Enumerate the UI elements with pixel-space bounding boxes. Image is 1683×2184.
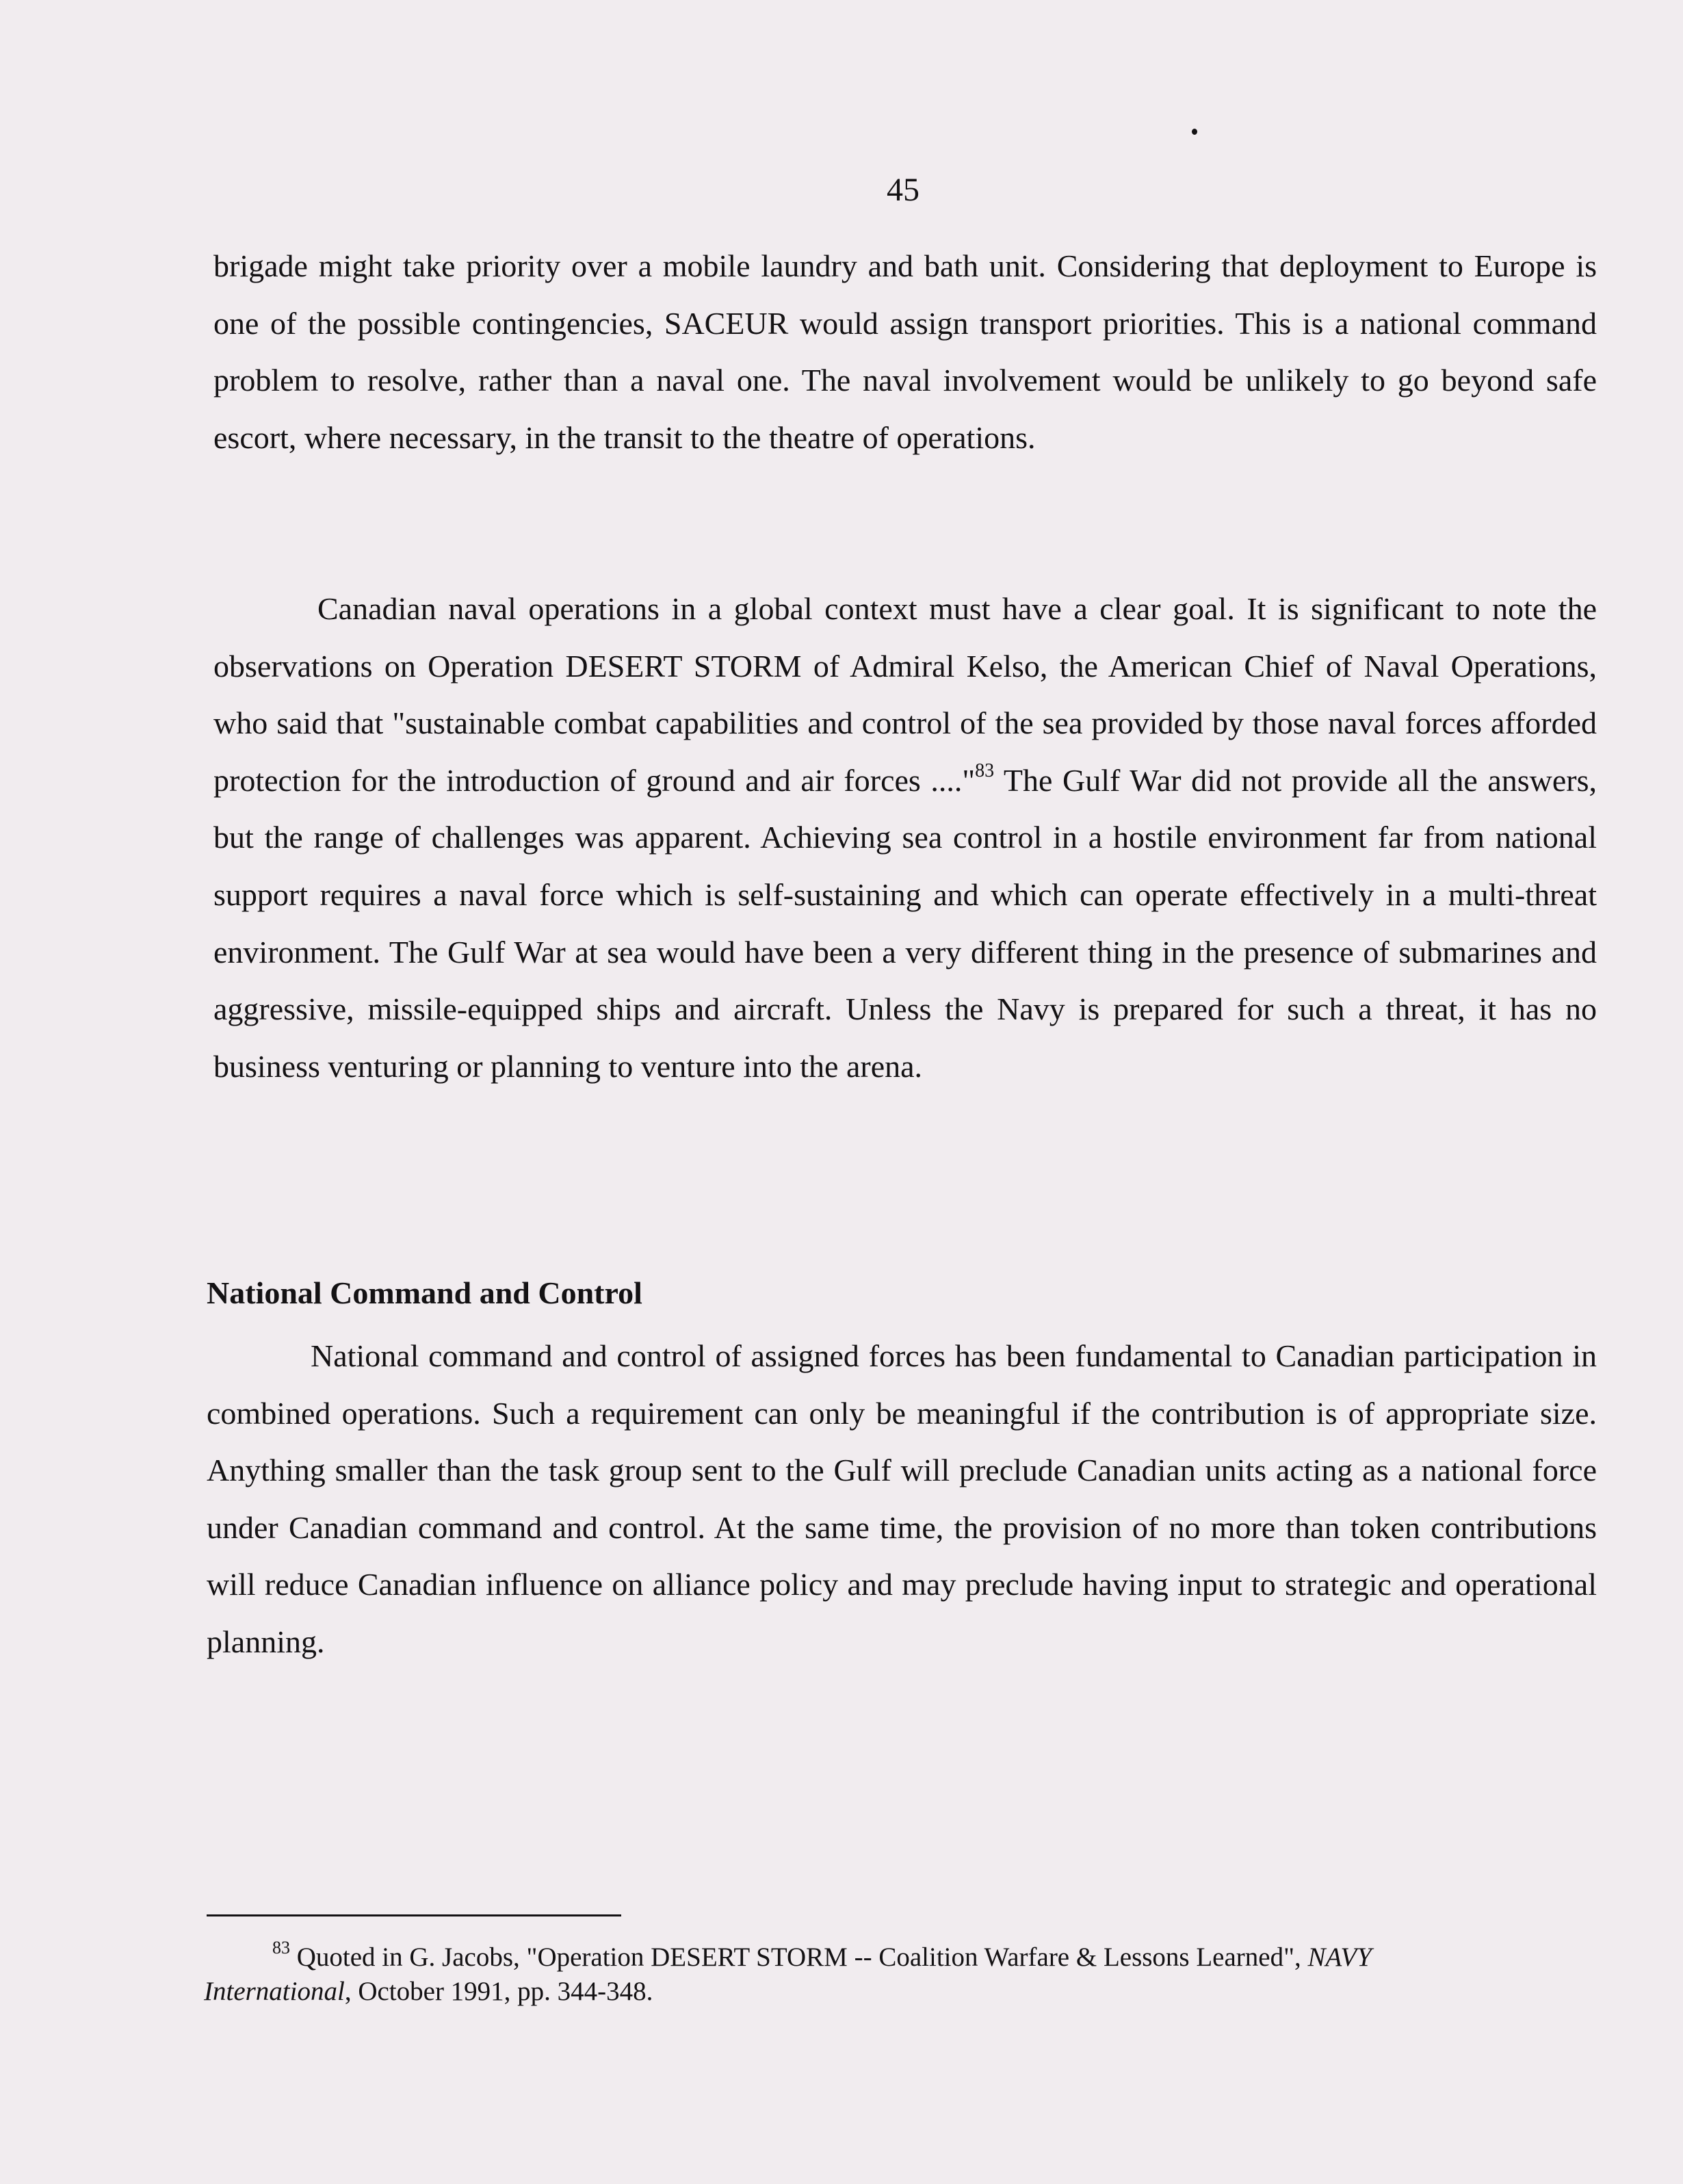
footnote-reference-83: 83 [975, 759, 995, 781]
footnote-83 [204, 1937, 1504, 2009]
paragraph-2-text-start: Canadian naval operations in a global context must have a clear goal. It is significant to note the observations on Operation DESERT STORM of Admiral Kelso, the American Chief of Naval Operations, who said that "sustainable combat capabilities and control of the sea provided by those naval forces afforded protection for the introduction of ground and air forces ...." [213, 591, 1597, 798]
body-paragraph-1: brigade might take priority over a mobile laundry and bath unit. Considering that deployment to Europe is one of the possible contingencies, SACEUR would assign transport priorities. This is a national command problem to resolve, rather than a naval one. The naval involvement would be unlikely to go beyond safe escort, where necessary, in the transit to the theatre of operations. [213, 248, 1597, 455]
footnote-number: 83 [272, 1937, 290, 1958]
body-paragraph-2 [213, 580, 1597, 1095]
page-number: 45 [887, 172, 919, 208]
footnote-divider [207, 1914, 621, 1916]
footnote-text-start: Quoted in G. Jacobs, "Operation DESERT STORM -- Coalition Warfare & Lessons Learned", [290, 1942, 1308, 1972]
footnote-text-end: , October 1991, pp. 344-348. [344, 1977, 653, 2006]
section-heading: National Command and Control [207, 1275, 642, 1310]
body-paragraph-3: National command and control of assigned forces has been fundamental to Canadian participation in combined operations. Such a requirement can only be meaningful if the contribution is of appropriate size. Anything smaller than the task group sent to the Gulf will preclude Canadian units acting as a national force under Canadian command and control. At the same time, the provision of no more than token contributions will reduce Canadian influence on alliance policy and may preclude having input to strategic and operational planning. [207, 1338, 1597, 1659]
footnote-publication: NAVY International [204, 1942, 1372, 2006]
paragraph-2-text-end: The Gulf War did not provide all the answers, but the range of challenges was apparent. Achieving sea control in a hostile environment far from national support requires a naval force which is self-sustaining and which can operate effectively in a multi-threat environment. The Gulf War at sea would have been a very different thing in the presence of submarines and aggressive, missile-equipped ships and aircraft. Unless the Navy is prepared for such a threat, it has no business venturing or planning to venture into the arena. [213, 762, 1597, 1084]
scan-speck [1192, 129, 1197, 135]
